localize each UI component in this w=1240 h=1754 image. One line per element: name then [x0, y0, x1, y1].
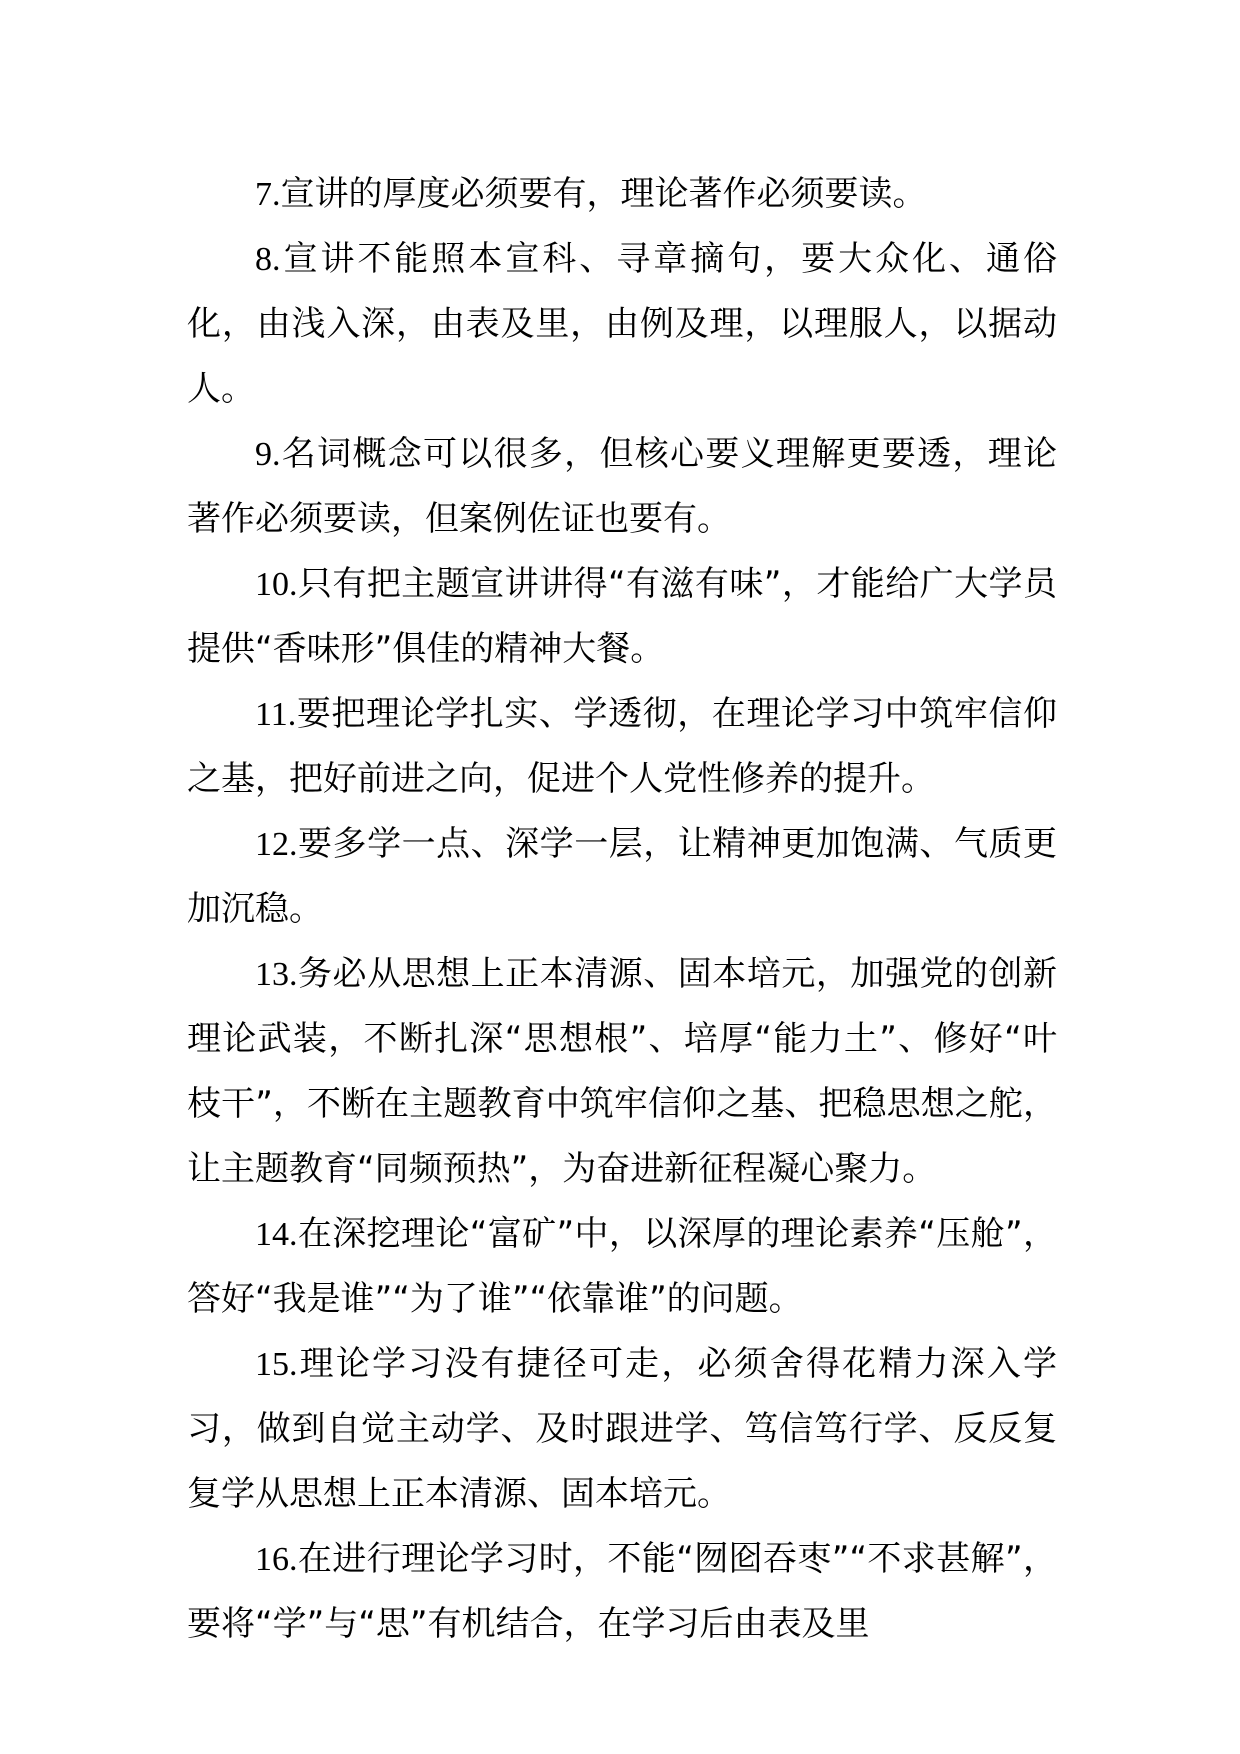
paragraph-12 — [187, 812, 1057, 942]
paragraph-9 — [187, 422, 1057, 552]
paragraph-10 — [187, 552, 1057, 682]
paragraph-15 — [187, 1332, 1057, 1527]
paragraph-number: 14. — [255, 1216, 298, 1253]
paragraph-number: 10. — [255, 566, 298, 603]
paragraph-text: 宣讲的厚度必须要有，理论著作必须要读。 — [280, 174, 927, 214]
paragraph-text: 要多学一点、深学一层，让精神更加饱满、气质更加沉稳。 — [187, 824, 1057, 929]
paragraph-text: 宣讲不能照本宣科、寻章摘句，要大众化、通俗化，由浅入深，由表及里，由例及理，以理服人，以据动人。 — [187, 239, 1057, 409]
paragraph-text: 要把理论学扎实、学透彻，在理论学习中筑牢信仰之基，把好前进之向，促进个人党性修养的提升。 — [187, 694, 1057, 799]
paragraph-number: 15. — [255, 1346, 298, 1383]
paragraph-number: 8. — [255, 241, 281, 278]
paragraph-7 — [187, 162, 1057, 227]
paragraph-16 — [187, 1527, 1057, 1657]
paragraph-8 — [187, 227, 1057, 422]
document-body — [187, 162, 1057, 1657]
paragraph-text: 在深挖理论“富矿”中，以深厚的理论素养“压舱”，答好“我是谁”“为了谁”“依靠谁”的问题。 — [187, 1214, 1057, 1319]
paragraph-number: 7. — [255, 176, 281, 213]
paragraph-number: 12. — [255, 826, 298, 863]
paragraph-13 — [187, 942, 1057, 1202]
paragraph-text: 名词概念可以很多，但核心要义理解更要透，理论著作必须要读，但案例佐证也要有。 — [187, 434, 1057, 539]
paragraph-number: 13. — [255, 956, 298, 993]
paragraph-14 — [187, 1202, 1057, 1332]
paragraph-text: 只有把主题宣讲讲得“有滋有味”，才能给广大学员提供“香味形”俱佳的精神大餐。 — [187, 564, 1057, 669]
paragraph-number: 9. — [255, 436, 281, 473]
paragraph-text: 务必从思想上正本清源、固本培元，加强党的创新理论武装，不断扎深“思想根”、培厚“能力土”、修好“叶枝干”，不断在主题教育中筑牢信仰之基、把稳思想之舵，让主题教育“同频预热”，为奋进新征程凝心聚力。 — [187, 954, 1057, 1189]
paragraph-number: 11. — [255, 696, 297, 733]
paragraph-text: 理论学习没有捷径可走，必须舍得花精力深入学习，做到自觉主动学、及时跟进学、笃信笃行学、反反复复学从思想上正本清源、固本培元。 — [187, 1344, 1057, 1514]
paragraph-number: 16. — [255, 1541, 298, 1578]
paragraph-11 — [187, 682, 1057, 812]
paragraph-text: 在进行理论学习时，不能“囫囵吞枣”“不求甚解”，要将“学”与“思”有机结合，在学习后由表及里 — [187, 1539, 1057, 1644]
